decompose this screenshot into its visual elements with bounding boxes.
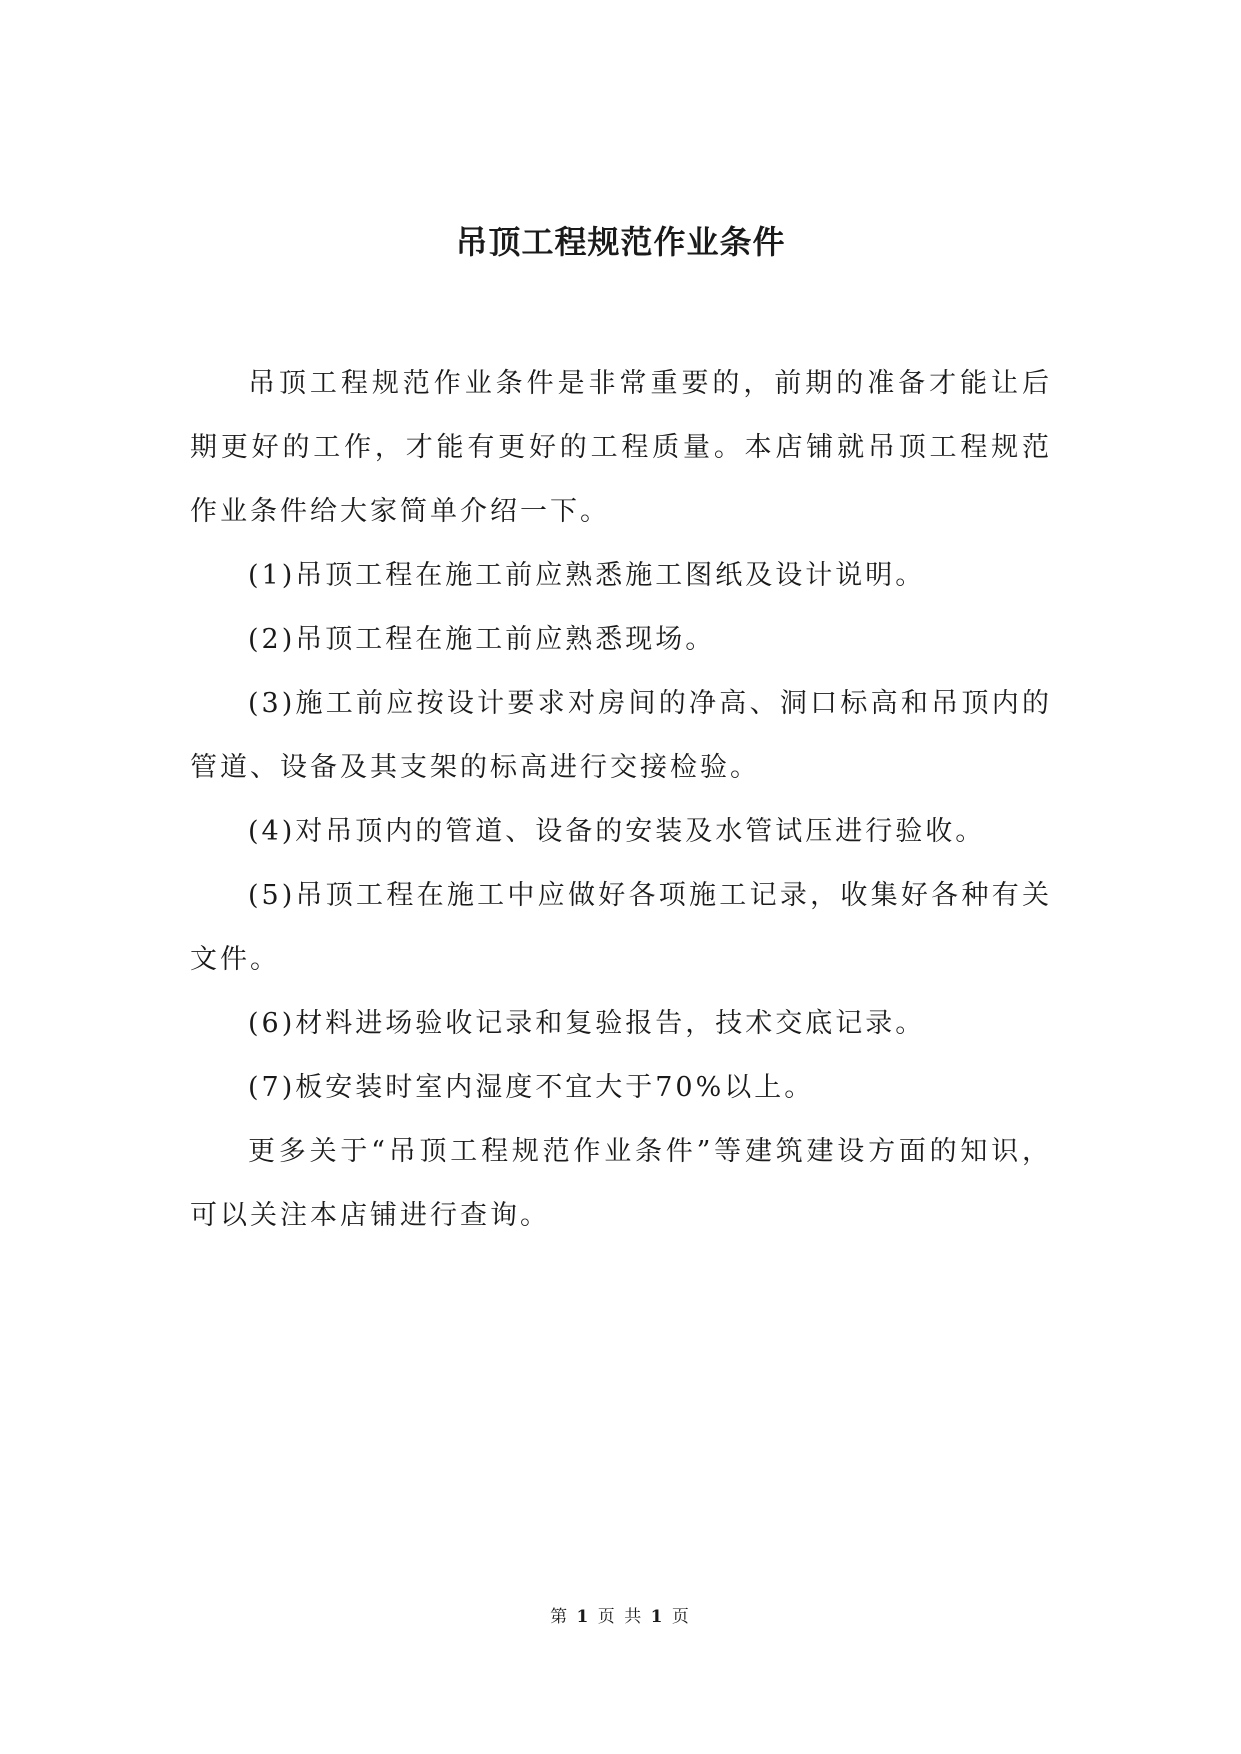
- footer-suffix: 页: [671, 1607, 691, 1627]
- paragraph-item-6: (6)材料进场验收记录和复验报告，技术交底记录。: [248, 1008, 926, 1039]
- paragraph-item-4: (4)对吊顶内的管道、设备的安装及水管试压进行验收。: [248, 816, 986, 847]
- paragraph-item-1: (1)吊顶工程在施工前应熟悉施工图纸及设计说明。: [248, 560, 926, 591]
- footer-page-number: 1: [576, 1607, 591, 1627]
- footer-middle: 页 共: [597, 1607, 644, 1627]
- footer-prefix: 第: [550, 1607, 570, 1627]
- paragraph-item-2: (2)吊顶工程在施工前应熟悉现场。: [248, 624, 716, 655]
- document-title: 吊顶工程规范作业条件: [455, 223, 786, 261]
- paragraph-item-7: (7)板安装时室内湿度不宜大于70%以上。: [248, 1072, 815, 1103]
- page-footer: [0, 1606, 1241, 1628]
- paragraph-intro: 吊顶工程规范作业条件是非常重要的，前期的准备才能让后期更好的工作，才能有更好的工程质量。本店铺就吊顶工程规范作业条件给大家简单介绍一下。: [190, 368, 1052, 527]
- footer-total-pages: 1: [650, 1607, 665, 1627]
- paragraph-closing: 更多关于“吊顶工程规范作业条件”等建筑建设方面的知识，可以关注本店铺进行查询。: [190, 1136, 1052, 1231]
- paragraph-item-5: (5)吊顶工程在施工中应做好各项施工记录，收集好各种有关文件。: [190, 880, 1052, 975]
- document-body: [190, 352, 1052, 1248]
- paragraph-item-3: (3)施工前应按设计要求对房间的净高、洞口标高和吊顶内的管道、设备及其支架的标高进行交接检验。: [190, 688, 1052, 783]
